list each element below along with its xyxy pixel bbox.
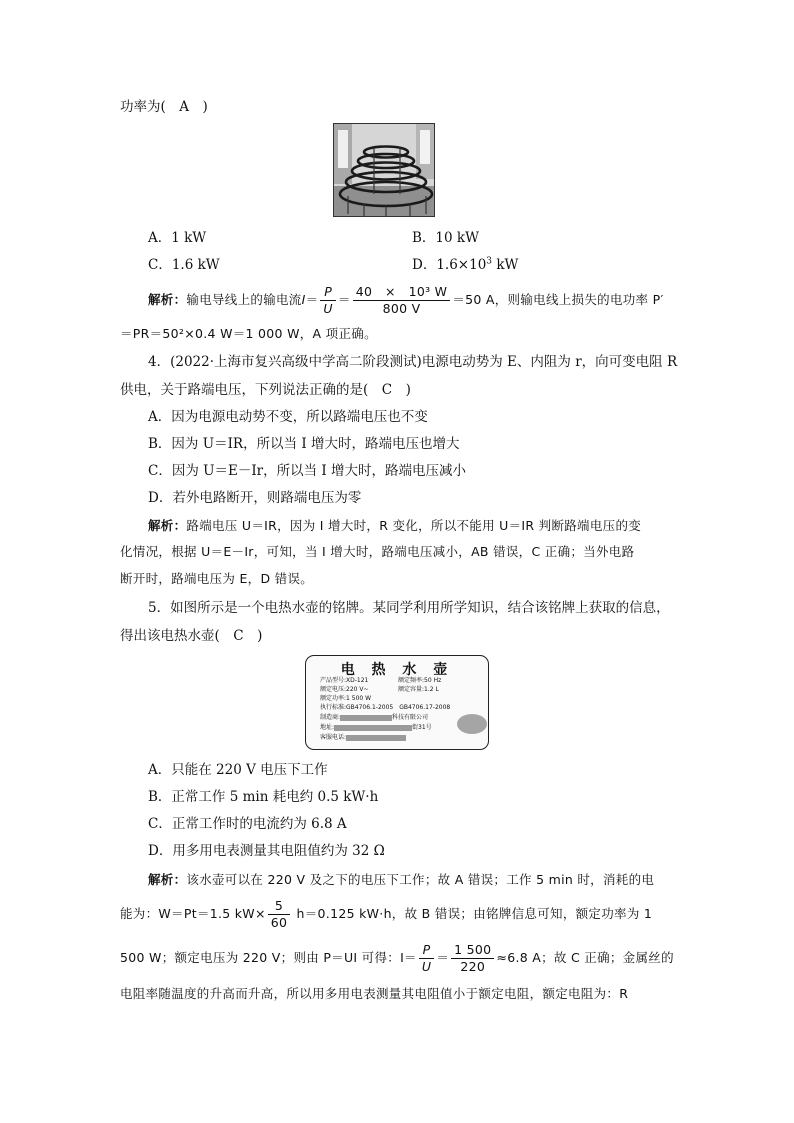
nameplate-voltage: 额定电压:220 V~ (320, 686, 369, 693)
q5-option-c: C．正常工作时的电流约为 6.8 A (148, 816, 347, 832)
q4-stem-line1: 4．(2022·上海市复兴高级中学高二阶段测试)电源电动势为 E、内阻为 r，向可变电阻 R (148, 354, 678, 370)
nameplate-address: 地址: 街31号 (320, 724, 432, 731)
q4-analysis-line3: 断开时，路端电压为 E，D 错误。 (120, 571, 314, 586)
q5-stem-line2: 得出该电热水壶( C ) (120, 628, 263, 644)
q4-analysis-line1: 解析：路端电压 U＝IR，因为 I 增大时，R 变化，所以不能用 U＝IR 判断路端电压的变 (148, 518, 642, 533)
nameplate-phone: 客服电话: (320, 734, 406, 742)
q3-analysis-line1: 解析：输电导线上的输电流I＝ $\frac{P}{U}$ ＝ $\frac{\text{40 × 10³ W}}{800 V}$ ＝50 A，则输电线上损失的电功率 P′ (148, 284, 664, 316)
q4-option-b: B．因为 U＝IR，所以当 I 增大时，路端电压也增大 (148, 436, 460, 452)
nameplate-capacity: 额定容量:1.2 L (398, 686, 439, 693)
q5-stem-line1: 5．如图所示是一个电热水壶的铭牌。某同学利用所学知识，结合该铭牌上获取的信息， (148, 600, 670, 616)
fraction-5-over-60: $\frac{5}{60}$ (268, 898, 291, 931)
q4-option-c: C．因为 U＝E－Ir，所以当 I 增大时，路端电压减小 (148, 463, 467, 479)
q3-option-a: A．1 kW (148, 230, 207, 246)
nameplate-title: 电 热 水 壶 (340, 662, 454, 678)
q3-option-d: D．$1.6\times 10^3$ kW (412, 256, 519, 273)
q4-analysis-line2: 化情况，根据 U＝E－Ir，可知，当 I 增大时，路端电压减小，AB 错误，C 正确；当外电路 (120, 544, 635, 559)
q5-analysis-line2: 能为：W＝Pt＝1.5 kW× $\frac{5}{60}$ h＝0.125 kW·h，故 B 错误；由铭牌信息可知，额定功率为 1 (120, 898, 653, 930)
q5-analysis-line3: 500 W；额定电压为 220 V；则由 P＝UI 可得：I＝ $\frac{P}{U}$ ＝ $\frac{1 500}{220}$ ≈6.8 A；故 C 正确；金属丝的 (120, 942, 674, 974)
kettle-nameplate (305, 655, 489, 750)
q5-option-b: B．正常工作 5 min 耗电约 0.5 kW·h (148, 789, 379, 805)
nameplate-frequency: 额定频率:50 Hz (398, 677, 442, 684)
nameplate-power: 额定功率:1 500 W (320, 695, 372, 702)
q4-stem-line2: 供电，关于路端电压，下列说法正确的是( C ) (120, 382, 411, 398)
transmission-line-photo (333, 123, 435, 217)
q3-option-c: C．1.6 kW (148, 257, 220, 273)
fraction-p-over-u: $\frac{P}{U}$ (320, 284, 335, 317)
nameplate-logo-oval (457, 714, 487, 734)
q3-stem-tail: 功率为( A ) (120, 99, 208, 115)
nameplate-standard: 执行标准:GB4706.1-2005 GB4706.17-2008 (320, 704, 451, 711)
fraction-power-over-voltage: $\frac{\text{40 × 10³ W}}{800 V}$ (353, 284, 451, 317)
q5-analysis-line1: 解析：该水壶可以在 220 V 及之下的电压下工作；故 A 错误；工作 5 min 时，消耗的电 (148, 872, 655, 887)
q4-option-a: A．因为电源电动势不变，所以路端电压也不变 (148, 409, 428, 425)
q5-option-d: D．用多用电表测量其电阻值约为 32 Ω (148, 843, 385, 859)
q3-option-b: B．10 kW (412, 230, 479, 246)
q5-option-a: A．只能在 220 V 电压下工作 (148, 762, 328, 778)
q5-analysis-line4: 电阻率随温度的升高而升高，所以用多用电表测量其电阻值小于额定电阻，额定电阻为：R (120, 986, 629, 1001)
coil-lab-illustration (334, 124, 434, 216)
q3-analysis-line2: ＝PR＝50²×0.4 W＝1 000 W，A 项正确。 (120, 326, 377, 341)
nameplate-model: 产品型号:XD-121 (320, 677, 369, 684)
q4-option-d: D．若外电路断开，则路端电压为零 (148, 490, 362, 506)
nameplate-maker: 制造商: 科技有限公司 (320, 714, 429, 721)
